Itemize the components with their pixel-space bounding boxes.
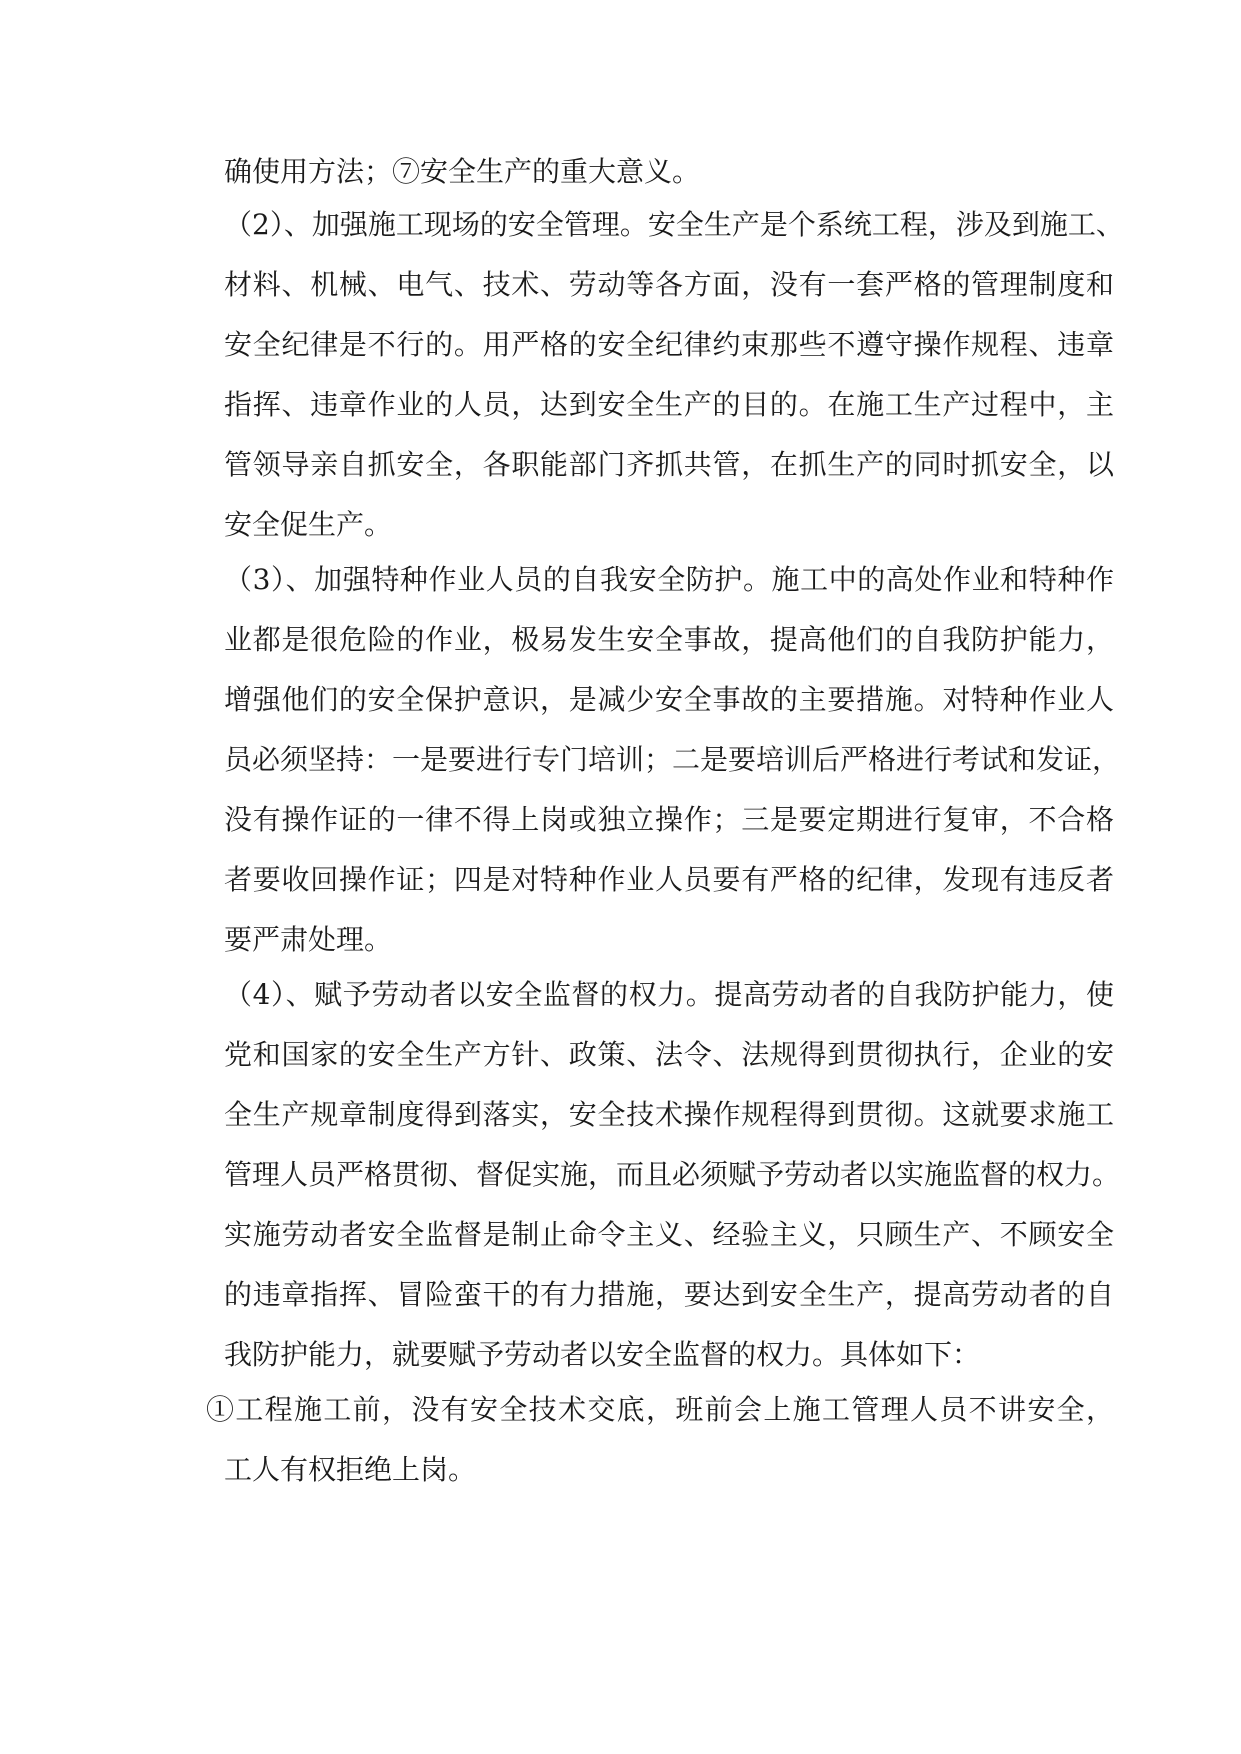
text-line: （4）、赋予劳动者以安全监督的权力。提高劳动者的自我防护能力，使 [224, 978, 1114, 1011]
text-line: 材料、机械、电气、技术、劳动等各方面，没有一套严格的管理制度和 [224, 268, 1114, 301]
text-line: 增强他们的安全保护意识，是减少安全事故的主要措施。对特种作业人 [224, 683, 1114, 716]
text-line: 员必须坚持：一是要进行专门培训；二是要培训后严格进行考试和发证， [224, 743, 1121, 776]
text-line: 党和国家的安全生产方针、政策、法令、法规得到贯彻执行，企业的安 [224, 1038, 1114, 1071]
text-line: 业都是很危险的作业，极易发生安全事故，提高他们的自我防护能力， [224, 623, 1114, 656]
text-line: 管领导亲自抓安全，各职能部门齐抓共管，在抓生产的同时抓安全，以 [224, 448, 1114, 481]
text-line: 的违章指挥、冒险蛮干的有力措施，要达到安全生产，提高劳动者的自 [224, 1278, 1114, 1311]
text-line: 管理人员严格贯彻、督促实施，而且必须赋予劳动者以实施监督的权力。 [224, 1158, 1121, 1191]
text-line: 要严肃处理。 [224, 923, 393, 956]
text-line: 没有操作证的一律不得上岗或独立操作；三是要定期进行复审，不合格 [224, 803, 1114, 836]
text-line: 指挥、违章作业的人员，达到安全生产的目的。在施工生产过程中，主 [224, 388, 1114, 421]
text-line: 安全促生产。 [224, 508, 393, 541]
text-line: 工人有权拒绝上岗。 [224, 1453, 477, 1486]
text-line: （2）、加强施工现场的安全管理。安全生产是个系统工程，涉及到施工、 [224, 208, 1124, 241]
text-line: ①工程施工前，没有安全技术交底，班前会上施工管理人员不讲安全， [206, 1393, 1114, 1426]
text-line: 全生产规章制度得到落实，安全技术操作规程得到贯彻。这就要求施工 [224, 1098, 1114, 1131]
text-line: （3）、加强特种作业人员的自我安全防护。施工中的高处作业和特种作 [224, 563, 1114, 596]
text-line: 实施劳动者安全监督是制止命令主义、经验主义，只顾生产、不顾安全 [224, 1218, 1114, 1251]
text-line: 我防护能力，就要赋予劳动者以安全监督的权力。具体如下： [224, 1338, 981, 1371]
text-line: 者要收回操作证；四是对特种作业人员要有严格的纪律，发现有违反者 [224, 863, 1114, 896]
text-line: 确使用方法；⑦安全生产的重大意义。 [224, 155, 701, 188]
text-line: 安全纪律是不行的。用严格的安全纪律约束那些不遵守操作规程、违章 [224, 328, 1114, 361]
